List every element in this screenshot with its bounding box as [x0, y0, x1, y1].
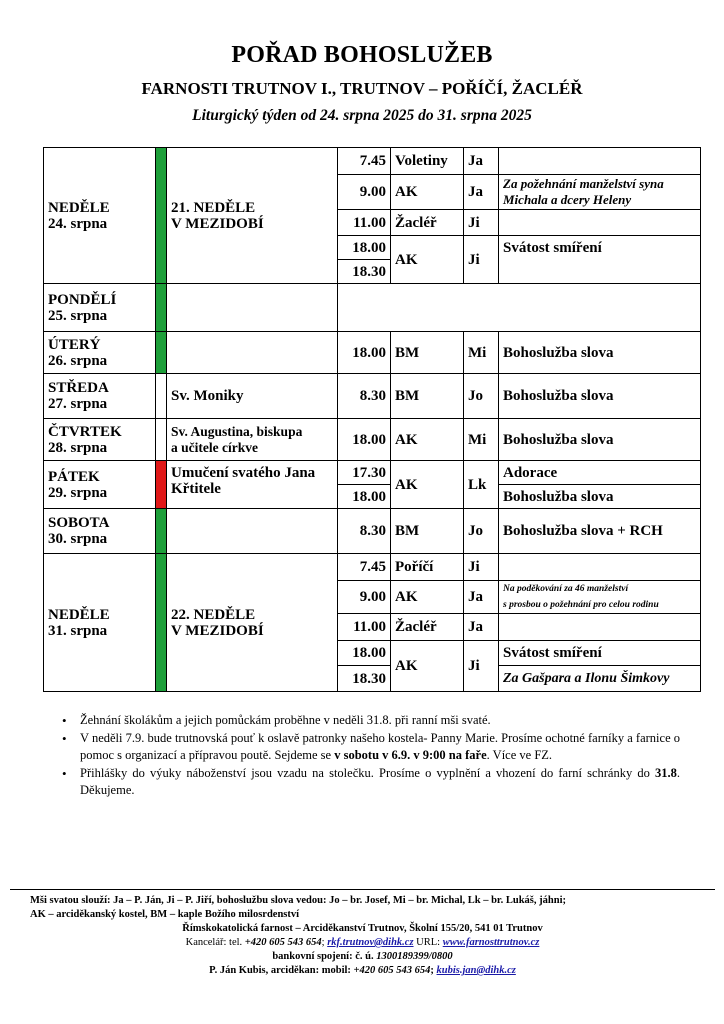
service-priest: Jo	[464, 509, 499, 554]
service-place: AK	[391, 419, 464, 461]
service-note	[499, 210, 701, 236]
service-place: AK	[391, 581, 464, 614]
table-row	[44, 148, 701, 175]
announcement-item: • Přihlášky do výuky náboženství jsou vzadu na stolečku. Prosíme o vyplnění a vhození do farní schránky do 31.8. Děkujeme.	[62, 765, 680, 799]
service-time: 11.00	[338, 210, 391, 236]
service-place: AK	[391, 175, 464, 210]
footer-legend-places: AK – arciděkanský kostel, BM – kaple Božího milosrdenství	[30, 909, 300, 920]
feast-cell: Umučení svatého Jana Křtitele	[167, 461, 338, 509]
service-place: Žacléř	[391, 210, 464, 236]
service-priest: Ja	[464, 148, 499, 175]
announcement-item: • V neděli 7.9. bude trutnovská pouť k oslavě patronky našeho kostela- Panny Marie. Prosíme ochotné farníky a farnice o pomoc s organizací a přípravou poutě. Sejdeme se v sobotu v 6.9. v 9:00 na faře. Více ve FZ.	[62, 730, 680, 764]
service-priest: Jo	[464, 374, 499, 419]
service-note: Bohoslužba slova	[499, 332, 701, 374]
service-note	[499, 148, 701, 175]
liturgical-color	[156, 332, 167, 374]
service-priest: Ji	[464, 210, 499, 236]
table-row	[44, 374, 701, 419]
footer-office: Kancelář: tel. +420 605 543 654; rkf.trutnov@dihk.cz URL: www.farnosttrutnov.cz	[185, 937, 540, 948]
service-time: 18.00	[338, 236, 391, 260]
service-note	[499, 554, 701, 581]
service-place: Poříčí	[391, 554, 464, 581]
service-priest: Ja	[464, 175, 499, 210]
service-time: 18.00	[338, 485, 391, 509]
footer-bank: bankovní spojení: č. ú. 1300189399/0800	[272, 951, 453, 962]
service-note: Za požehnání manželství syna Michala a dcery Heleny	[499, 175, 701, 210]
table-row	[44, 284, 701, 332]
liturgical-week: Liturgický týden od 24. srpna 2025 do 31. srpna 2025	[192, 107, 532, 124]
service-time: 18.00	[338, 332, 391, 374]
service-time: 18.00	[338, 641, 391, 666]
day-cell: SOBOTA 30. srpna	[44, 509, 156, 554]
service-time: 8.30	[338, 509, 391, 554]
table-row	[44, 332, 701, 374]
feast-cell: Sv. Augustina, biskupa a učitele církve	[167, 419, 338, 461]
service-empty	[338, 284, 701, 332]
day-cell: ČTVRTEK 28. srpna	[44, 419, 156, 461]
website-link[interactable]: www.farnosttrutnov.cz	[442, 937, 540, 948]
service-note	[499, 614, 701, 641]
feast-cell	[167, 509, 338, 554]
service-note: Na poděkování za 46 manželství s prosbou o požehnání pro celou rodinu	[499, 581, 701, 614]
liturgical-color	[156, 509, 167, 554]
day-cell: STŘEDA 27. srpna	[44, 374, 156, 419]
feast-cell	[167, 332, 338, 374]
service-place: AK	[391, 236, 464, 284]
service-time: 18.30	[338, 666, 391, 692]
service-priest: Lk	[464, 461, 499, 509]
service-priest: Ji	[464, 641, 499, 692]
service-time: 9.00	[338, 175, 391, 210]
day-cell: PONDĚLÍ 25. srpna	[44, 284, 156, 332]
service-priest: Ji	[464, 554, 499, 581]
service-place: Žacléř	[391, 614, 464, 641]
service-time: 18.30	[338, 260, 391, 284]
feast-cell: 22. NEDĚLE V MEZIDOBÍ	[167, 554, 338, 692]
service-time: 18.00	[338, 419, 391, 461]
service-note: Bohoslužba slova	[499, 419, 701, 461]
liturgical-color	[156, 374, 167, 419]
service-place: BM	[391, 374, 464, 419]
service-note: Svátost smíření	[499, 641, 701, 666]
service-time: 7.45	[338, 148, 391, 175]
service-time: 8.30	[338, 374, 391, 419]
footer-divider	[10, 889, 715, 890]
day-cell: ÚTERÝ 26. srpna	[44, 332, 156, 374]
day-name: NEDĚLE	[48, 199, 110, 216]
service-place: AK	[391, 641, 464, 692]
table-row	[44, 554, 701, 581]
table-row	[44, 509, 701, 554]
liturgical-color	[156, 284, 167, 332]
service-place: BM	[391, 332, 464, 374]
day-cell	[44, 148, 156, 284]
schedule-table	[43, 147, 701, 692]
office-email-link[interactable]: rkf.trutnov@dihk.cz	[327, 937, 414, 948]
liturgical-color	[156, 461, 167, 509]
liturgical-color	[156, 148, 167, 284]
service-time: 7.45	[338, 554, 391, 581]
service-place: BM	[391, 509, 464, 554]
day-cell: PÁTEK 29. srpna	[44, 461, 156, 509]
feast-cell: Sv. Moniky	[167, 374, 338, 419]
service-note: Bohoslužba slova	[499, 485, 701, 509]
table-row	[44, 419, 701, 461]
liturgical-color	[156, 554, 167, 692]
footer-legend-priests: Mši svatou slouží: Ja – P. Ján, Ji – P. Jiří, bohoslužbu slova vedou: Jo – br. Josef, Mi – br. Michal, Lk – br. Lukáš, jáhni;	[30, 895, 566, 906]
page-title: POŘAD BOHOSLUŽEB	[231, 42, 493, 68]
parish-subtitle: FARNOSTI TRUTNOV I., TRUTNOV – POŘÍČÍ, ŽACLÉŘ	[141, 79, 583, 98]
service-priest: Mi	[464, 419, 499, 461]
service-place: Voletiny	[391, 148, 464, 175]
day-cell: NEDĚLE 31. srpna	[44, 554, 156, 692]
service-priest: Ja	[464, 581, 499, 614]
liturgical-color	[156, 419, 167, 461]
service-note: Adorace	[499, 461, 701, 485]
day-date: 24. srpna	[48, 215, 108, 232]
service-note: Za Gašpara a Ilonu Šimkovy	[499, 666, 701, 692]
announcements	[62, 712, 680, 800]
service-priest: Ji	[464, 236, 499, 284]
priest-email-link[interactable]: kubis.jan@dihk.cz	[436, 965, 516, 976]
footer-address: Římskokatolická farnost – Arciděkanství Trutnov, Školní 155/20, 541 01 Trutnov	[182, 923, 543, 934]
service-priest: Mi	[464, 332, 499, 374]
table-row	[44, 461, 701, 485]
service-time: 11.00	[338, 614, 391, 641]
service-time: 17.30	[338, 461, 391, 485]
feast-cell	[167, 284, 338, 332]
announcement-item: • Žehnání školákům a jejich pomůckám proběhne v neděli 31.8. při ranní mši svaté.	[62, 712, 680, 729]
service-place: AK	[391, 461, 464, 509]
footer	[10, 894, 715, 978]
service-time: 9.00	[338, 581, 391, 614]
service-priest: Ja	[464, 614, 499, 641]
feast-cell: 21. NEDĚLE V MEZIDOBÍ	[167, 148, 338, 284]
footer-priest: P. Ján Kubis, arciděkan: mobil: +420 605 543 654; kubis.jan@dihk.cz	[209, 965, 516, 976]
service-note: Svátost smíření	[499, 236, 701, 284]
service-note: Bohoslužba slova + RCH	[499, 509, 701, 554]
service-note: Bohoslužba slova	[499, 374, 701, 419]
